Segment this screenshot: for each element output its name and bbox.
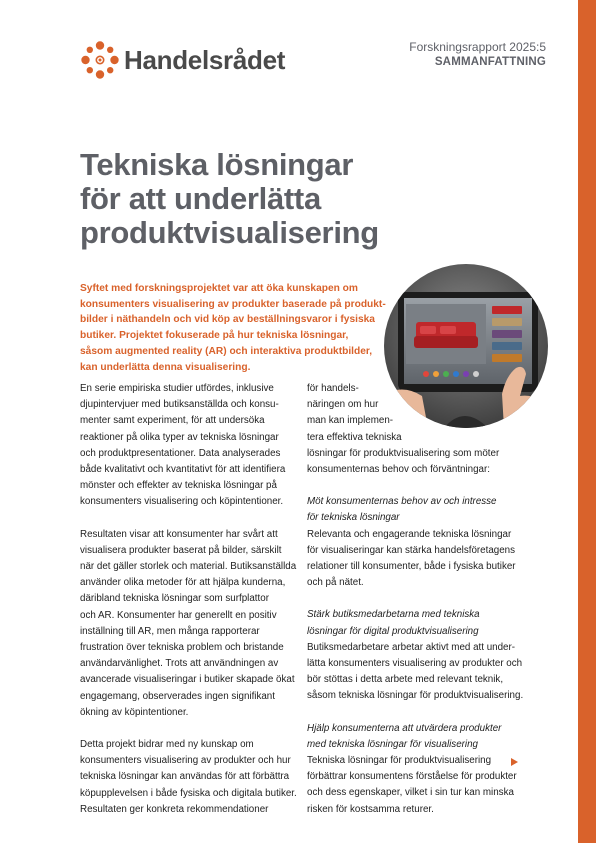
body-line: djupintervjuer med butiksanställda och konsu- <box>80 399 279 411</box>
body-line: inställning till AR, men många rapporterar <box>80 625 260 637</box>
paragraph-gap <box>80 511 297 527</box>
body-line: man kan implemen- <box>307 415 394 427</box>
body-line: Resultaten ger konkreta rekommendationer <box>80 803 269 815</box>
body-line: konsumenternas behov och förväntningar: <box>307 464 490 476</box>
body-line: och produktpresentationer. Data analyserades <box>80 447 281 459</box>
paragraph-gap <box>307 591 523 607</box>
body-line: med tekniska lösningar för visualisering <box>307 738 478 750</box>
body-line: användarvänlighet. Trots att användningen av <box>80 658 279 670</box>
body-line: och AR. Konsumenter har generellt en positiv <box>80 609 277 621</box>
body-line: och dess egenskaper, vilket i sin tur kan minska <box>307 787 514 799</box>
body-column-left <box>80 381 297 818</box>
lead-line: Syftet med forskningsprojektet var att öka kunskapen om <box>80 283 358 294</box>
body-line: reaktioner på olika typer av tekniska lösningar <box>80 431 279 443</box>
body-line: engagemang, observerades ingen signifikant <box>80 690 275 702</box>
paragraph-gap <box>307 478 523 494</box>
body-line: näringen om hur <box>307 399 379 411</box>
lead-line: kan underlätta denna visualisering. <box>80 361 251 373</box>
title-line: produktvisualisering <box>80 215 379 250</box>
body-line: mönster och effekter av tekniska lösningar på <box>80 480 277 492</box>
body-line: Stärk butiksmedarbetarna med tekniska <box>307 609 480 621</box>
body-line: risken för kostsamma returer. <box>307 803 434 815</box>
body-line: såsom tekniska lösningar för produktvisualisering. <box>307 690 524 702</box>
report-type: SAMMANFATTNING <box>434 56 546 68</box>
accent-side-bar <box>578 0 596 843</box>
brand-logo <box>80 40 285 80</box>
body-line: för handels- <box>307 383 359 394</box>
paragraph-gap <box>80 721 297 737</box>
body-line: Tekniska lösningar för produktvisualisering <box>307 755 492 767</box>
lead-line: såsom augmented reality (AR) och interaktiva produktbilder, <box>80 345 373 357</box>
body-line: använder olika metoder för att hjälpa kunderna, <box>80 577 286 589</box>
body-line: för visualiseringar kan stärka handelsföretagens <box>307 544 516 556</box>
handelsradet-logo-icon <box>80 40 120 80</box>
lead-line: bilder i näthandeln och vid köp av beställningsvaror i fysiska <box>80 314 375 326</box>
body-line: konsumenters visualisering och köpintentioner. <box>80 496 284 508</box>
body-line: Butiksmedarbetare arbetar aktivt med att under- <box>307 641 516 653</box>
body-line: och på nätet. <box>307 577 364 589</box>
body-line: när det gäller storlek och material. Butiksanställda <box>80 561 297 573</box>
body-line: Hjälp konsumenterna att utvärdera produkter <box>307 722 502 734</box>
title-line: för att underlätta <box>80 181 321 216</box>
paragraph-gap <box>307 705 523 721</box>
title-line: Tekniska lösningar <box>80 147 354 182</box>
lead-line: konsumenters visualisering av produkter baserade på produkt- <box>80 298 386 310</box>
lead-line: butiker. Projektet fokuserade på hur tekniska lösningar, <box>80 330 349 342</box>
body-line: förbättrar konsumentens förståelse för produkter <box>307 771 517 783</box>
body-line: däribland tekniska lösningar som surfplattor <box>80 593 269 605</box>
lead-paragraph <box>80 281 386 375</box>
body-line: Relevanta och engagerande tekniska lösningar <box>307 528 512 540</box>
body-line: menter samt experiment, för att undersöka <box>80 415 265 427</box>
body-line: En serie empiriska studier utfördes, inklusive <box>80 383 274 394</box>
body-line: Detta projekt bidrar med ny kunskap om <box>80 739 254 751</box>
brand-name: Handelsrådet <box>124 44 286 75</box>
body-line: relationer till konsumenter, både i fysiska butiker <box>307 561 516 573</box>
body-line: tekniska lösningar kan användas för att förbättra <box>80 771 290 783</box>
body-line: frustration över tekniska problem och bristande <box>80 642 284 654</box>
body-line: konsumenters visualisering av produkter och hur <box>80 755 291 767</box>
body-line: lösningar för produktvisualisering som möter <box>307 447 500 459</box>
body-line: visualisera produkter baserat på bilder, särskilt <box>80 544 282 556</box>
body-line: Resultaten visar att konsumenter har svårt att <box>80 528 278 540</box>
body-line: köpupplevelsen i både fysiska och digitala butiker. <box>80 787 297 799</box>
continue-arrow-icon <box>511 758 518 766</box>
body-line: avancerade visualiseringar i butiker skapade ökat <box>80 674 295 686</box>
report-info <box>409 40 546 70</box>
body-line: både kvalitativt och kvantitativt för att identifiera <box>80 464 286 476</box>
body-line: bör stöttas i detta arbete med relevant teknik, <box>307 674 504 686</box>
body-line: för tekniska lösningar <box>307 512 400 524</box>
report-label: Forskningsrapport 2025:5 <box>409 40 546 54</box>
body-column-right <box>307 381 523 818</box>
body-line: ökning av köpintentioner. <box>80 706 189 718</box>
body-line: Möt konsumenternas behov av och intresse <box>307 496 497 508</box>
page-title <box>80 148 420 250</box>
body-line: lösningar för digital produktvisualisering <box>307 625 479 637</box>
body-line: lätta konsumenters visualisering av produkter och <box>307 658 523 670</box>
body-line: tera effektiva tekniska <box>307 431 402 443</box>
